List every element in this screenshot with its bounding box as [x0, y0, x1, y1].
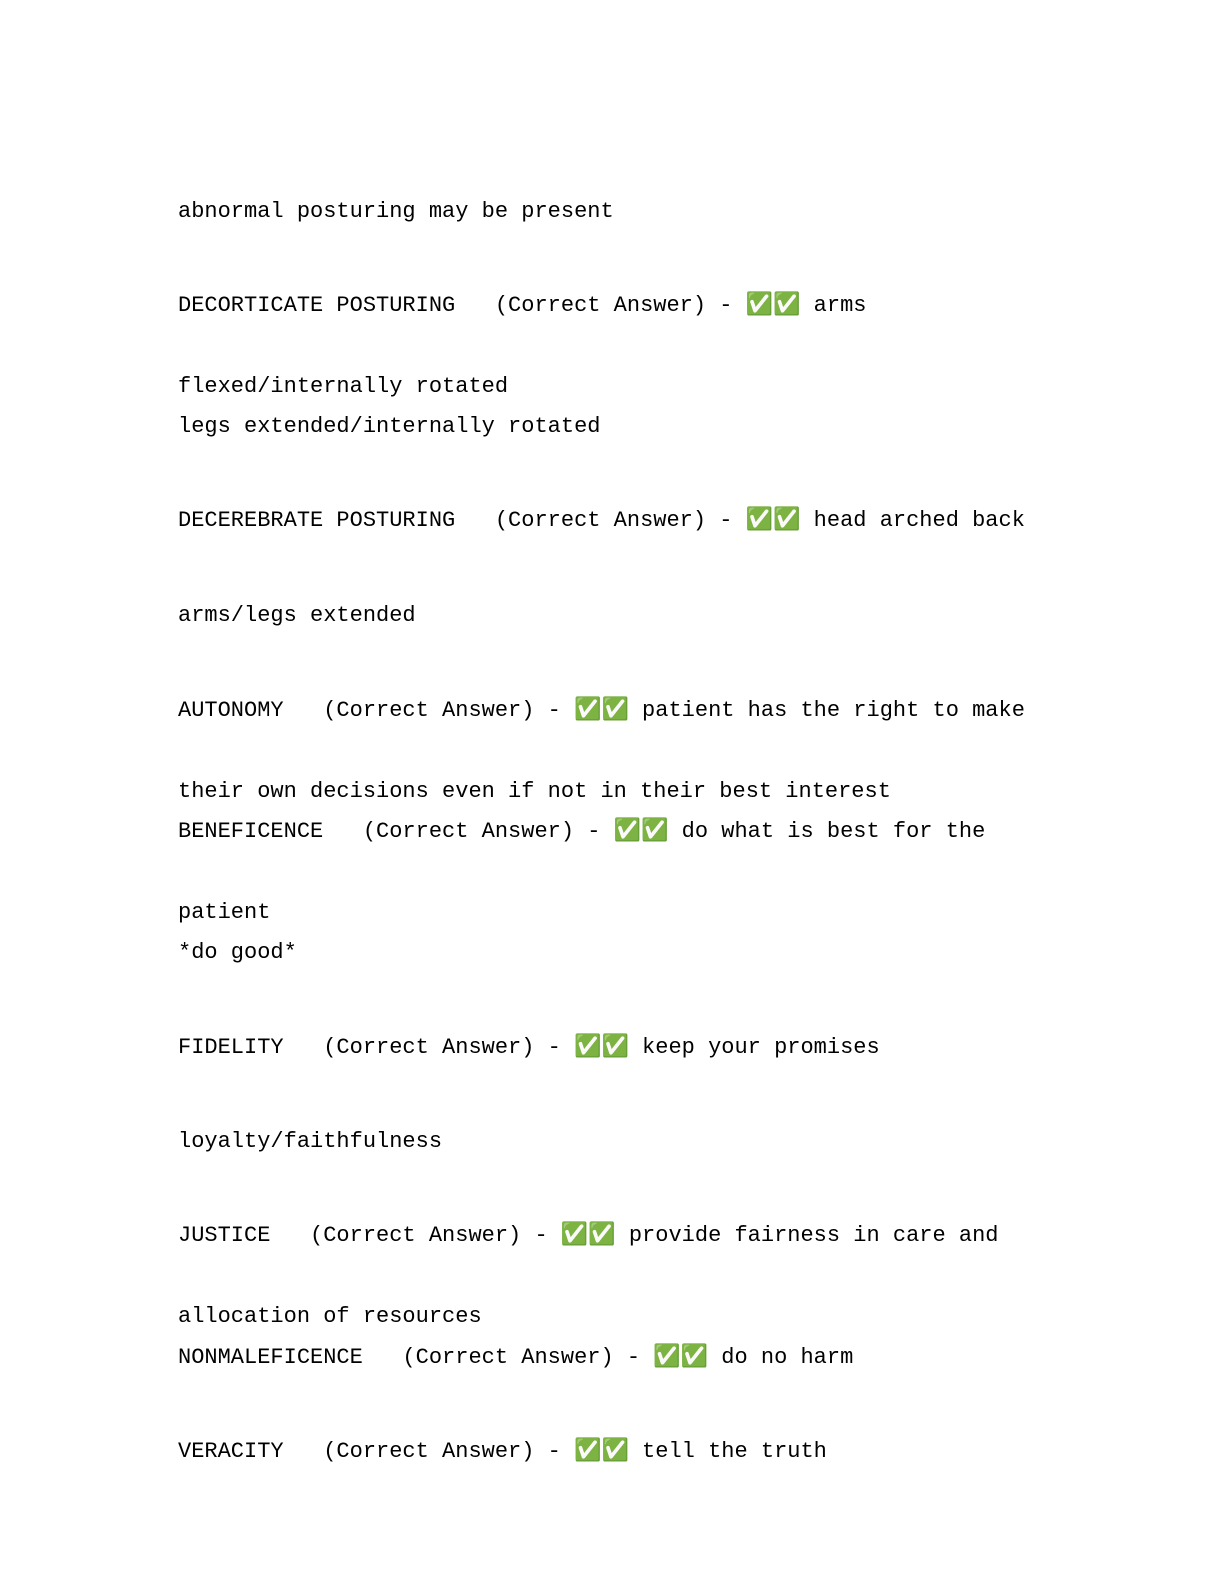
text-line: arms/legs extended [178, 603, 416, 628]
text-line: JUSTICE (Correct Answer) - ✅✅ provide fairness in care and [178, 1223, 999, 1248]
text-line: *do good* [178, 940, 297, 965]
text-line: patient [178, 900, 271, 925]
text-line: NONMALEFICENCE (Correct Answer) - ✅✅ do no harm [178, 1345, 854, 1370]
text-line: loyalty/faithfulness [178, 1129, 443, 1154]
text-line: AUTONOMY (Correct Answer) - ✅✅ patient has the right to make [178, 698, 1025, 723]
text-line: allocation of resources [178, 1304, 482, 1329]
text-line: BENEFICENCE (Correct Answer) - ✅✅ do what is best for the [178, 819, 986, 844]
text-block-veracity [178, 1384, 1038, 1519]
text-line: legs extended/internally rotated [178, 414, 601, 439]
text-line: flexed/internally rotated [178, 374, 509, 399]
text-line: DECORTICATE POSTURING (Correct Answer) - ✅✅ arms [178, 293, 867, 318]
text-line: abnormal posturing may be present [178, 199, 614, 224]
text-line: VERACITY (Correct Answer) - ✅✅ tell the truth [178, 1439, 827, 1464]
text-line: DECEREBRATE POSTURING (Correct Answer) - ✅✅ head arched back [178, 508, 1025, 533]
text-line: FIDELITY (Correct Answer) - ✅✅ keep your promises [178, 1035, 880, 1060]
text-line: their own decisions even if not in their best interest [178, 779, 891, 804]
